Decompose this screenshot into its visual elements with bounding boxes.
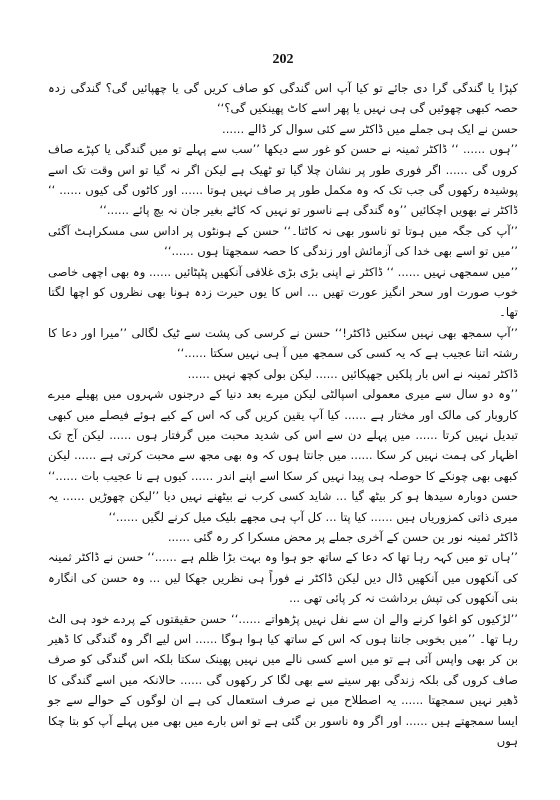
paragraph: ڈاکٹر ثمینہ نور ین حسن کے آخری جملے پر محض مسکرا کر رہ گئی ...... — [167, 529, 518, 544]
paragraph: ’’ہوں ...... ‘‘ ڈاکٹر ثمینہ نے حسن کو غور سے دیکھا ’’سب سے پہلے تو میں گندگی یا کپڑے صاف کروں گی ...... اگر فوری طور پر نشان چلا گیا تو ٹھیک ہے لیکن اگر نہ گیا تو اس وقت تک اسے پوشیدہ رکھوں گی جب تک کہ وہ مکمل طور پر صاف نہیں ہوتا ...... اور کاٹوں گی کیوں ...... ‘‘ ڈاکٹر نے بھویں اچکائیں ’’وہ گندگی ہے ناسور تو نہیں کہ کاٹے بغیر جان نہ بچ پائے ......‘‘ — [48, 142, 518, 218]
body-text — [48, 78, 518, 751]
paragraph: ’’ہاں تو میں کہہ رہا تھا کہ دعا کے ساتھ جو ہوا وہ بہت بڑا ظلم ہے ......‘‘ حسن نے ڈاکٹر ثمینہ کی آنکھوں میں آنکھیں ڈال دیں لیکن ڈاکٹر نے فوراً ہی نظریں جھکا لیں ... وہ حسن کی انگارہ بنی آنکھوں کی تپش برداشت نہ کر پائی تھی ... — [48, 550, 518, 606]
paragraph: حسن نے ایک ہی جملے میں ڈاکٹر سے کئی سوال کر ڈالے ...... — [222, 121, 518, 136]
paragraph: ’’لڑکیوں کو اغوا کرنے والے ان سے نفل نہیں پڑھواتے ......‘‘ حسن حقیقتوں کے پردے خود ہی الٹ رہا تھا۔ ’’میں بخوبی جانتا ہوں کہ اس کے ساتھ کیا ہوا ہوگا ...... اس لیے اگر وہ گندگی کا ڈھیر بن کر بھی واپس آئی ہے تو میں اسے کسی نالے میں نہیں پھینک سکتا بلکہ اس گندگی کو صرف صاف کروں گی بلکہ زندگی بھر سینے سے بھی لگا کر رکھوں گی ...... حالانکہ میں اسے گندگی کا ڈھیر نہیں سمجھتا ...... یہ اصطلاح میں نے صرف استعمال کی ہے ان لوگوں کے حوالے سے جو ایسا سمجھتے ہیں ...... اور اگر وہ ناسور بن گئی ہے تو اس بارے میں بھی میں پہلے آپ کو بتا چکا ہوں — [48, 611, 518, 748]
paragraph: ’’آپ سمجھ بھی نہیں سکتیں ڈاکٹر!‘‘ حسن نے کرسی کی پشت سے ٹیک لگالی ’’میرا اور دعا کا رشتہ اتنا عجیب ہے کہ یہ کسی کی سمجھ میں آ ہی نہیں سکتا ......‘‘ — [48, 325, 518, 361]
paragraph: کپڑا یا گندگی گرا دی جائے تو کیا آپ اس گندگی کو صاف کریں گی یا چھپائیں گی؟ گندگی زدہ حصہ کبھی چھوئیں گی ہی نہیں یا پھر اسے کاٹ پھینکیں گی؟‘‘ — [48, 81, 518, 116]
paragraph: ’’میں سمجھی نہیں ...... ‘‘ ڈاکٹر نے اپنی بڑی بڑی غلافی آنکھیں پٹپٹائیں ...... وہ بھی اچھی خاصی خوب صورت اور سحر انگیز عورت تھیں ... اس کا یوں حیرت زدہ ہونا بھی نظروں کو اچھا لگتا تھا۔ — [48, 264, 518, 320]
paragraph: ’’وہ دو سال سے میری معمولی اسپالٹی لیکن میرے بعد دنیا کے درجنوں شہروں میں پھیلے میرے کاروبار کی مالک اور مختار ہے ...... کیا آپ یقین کریں گی کہ اس کے کیے ہوئے فیصلے میں کبھی تبدیل نہیں کرتا ...... میں پہلے دن سے اس کی شدید محبت میں گرفتار ہوں ...... لیکن آج تک اظہار کی ہمت نہیں کر سکا ...... میں جانتا ہوں کہ وہ بھی مجھ سے محبت کرتی ہے ...... لیکن کبھی بھی چونکے کا حوصلہ ہی پیدا نہیں کر سکا اسے اپنے اندر ...... کیوں ہے نا عجیب بات ......‘‘ حسن دوبارہ سیدھا ہو کر بیٹھ گیا ... شاید کسی کرب نے بیٹھنے نہیں دیا ’’لیکن چھوڑیں ...... یہ میری ذاتی کمزوریاں ہیں ...... کیا پتا ... کل آپ ہی مجھے بلیک میل کرنے لگیں ......‘‘ — [48, 387, 518, 524]
paragraph: ’’آپ کی جگہ میں ہوتا تو ناسور بھی نہ کاٹتا۔‘‘ حسن کے ہونٹوں پر اداس سی مسکراہٹ آگئی ’’میں تو اسے بھی خدا کی آزمائش اور زندگی کا حصہ سمجھتا ہوں ......‘‘ — [48, 223, 518, 259]
paragraph: ڈاکٹر ثمینہ نے اس بار پلکیں جھپکائیں ...... لیکن بولی کچھ نہیں ...... — [187, 366, 518, 381]
page-number: 202 — [272, 52, 294, 67]
